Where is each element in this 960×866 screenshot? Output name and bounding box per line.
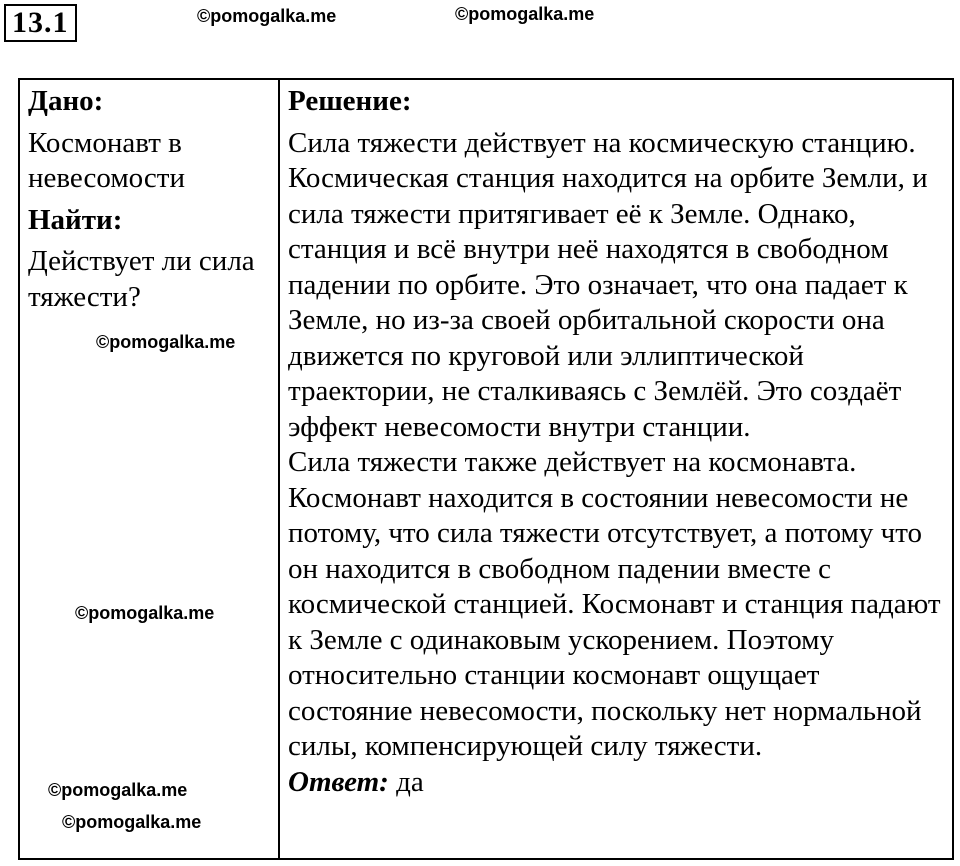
watermark: ©pomogalka.me xyxy=(197,6,337,26)
given-text: Космонавт в невесомости xyxy=(28,126,185,194)
solution-table xyxy=(18,78,954,860)
find-heading: Найти: xyxy=(28,203,123,236)
watermark: ©pomogalka.me xyxy=(75,603,215,623)
given-heading: Дано: xyxy=(28,85,104,117)
find-text: Действует ли сила тяжести? xyxy=(28,245,255,313)
watermark: ©pomogalka.me xyxy=(455,4,595,24)
problem-number: 13.1 xyxy=(4,4,77,42)
solution-paragraph-2: Сила тяжести также действует на космонавта. Космонавт находится в состоянии невесомости не потому, что сила тяжести отсутствует, а потому что он находится в свободном падении вместе с космической станцией. Космонавт и станция падают к Земле с одинаковым ускорением. Поэтому относительно станции космонавт ощущает состояние невесомости, поскольку нет нормальной силы, компенсирующей силу тяжести. xyxy=(288,446,941,762)
watermark: ©pomogalka.me xyxy=(96,332,236,352)
solution-heading: Решение: xyxy=(288,85,412,117)
watermark: ©pomogalka.me xyxy=(48,780,188,800)
answer-line xyxy=(288,765,948,801)
given-column xyxy=(28,84,273,321)
answer-value: да xyxy=(396,765,424,798)
answer-label: Ответ: xyxy=(288,765,389,798)
solution-paragraph-1: Сила тяжести действует на космическую станцию. Космическая станция находится на орбите Земли, и сила тяжести притягивает её к Земле. Однако, станция и всё внутри неё находятся в свободном падении по орбите. Это означает, что она падает к Земле, но из-за своей орбитальной скорости она движется по круговой или эллиптической траектории, не сталкиваясь с Землёй. Это создаёт эффект невесомости внутри станции. xyxy=(288,126,928,443)
watermark: ©pomogalka.me xyxy=(62,812,202,832)
solution-column xyxy=(288,84,948,800)
column-divider xyxy=(278,80,280,858)
